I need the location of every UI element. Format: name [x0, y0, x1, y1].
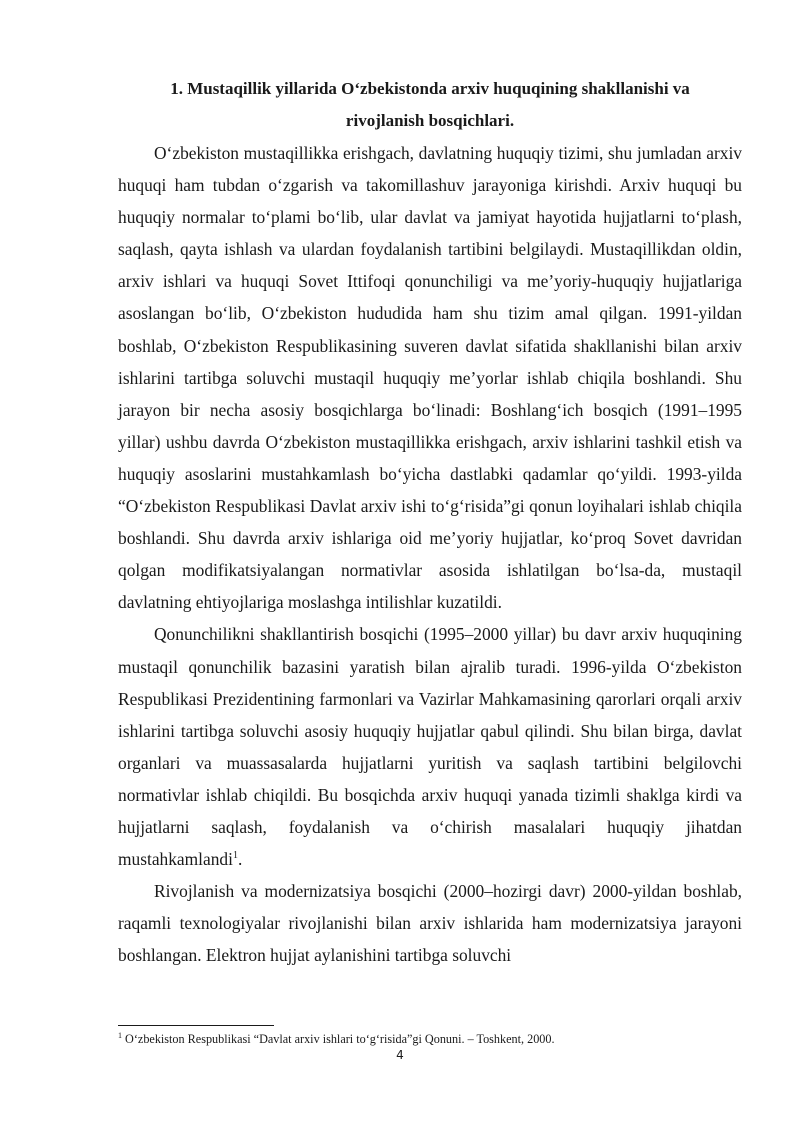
paragraph-1: O‘zbekiston mustaqillikka erishgach, davlatning huquqiy tizimi, shu jumladan arxiv huquqi ham tubdan o‘zgarish va takomillashuv jarayoniga kirishdi. Arxiv huquqi bu huquqiy normalar to‘plami bo‘lib, ular davlat va jamiyat hayotida hujjatlarni to‘plash, saqlash, qayta ishlash va ulardan foydalanish tartibini belgilaydi. Mustaqillikdan oldin, arxiv ishlari va huquqi Sovet Ittifoqi qonunchiligi va me’yoriy-huquqiy hujjatlariga asoslangan bo‘lib, O‘zbekiston hududida ham shu tizim amal qilgan. 1991-yildan boshlab, O‘zbekiston Respublikasining suveren davlat sifatida shakllanishi bilan arxiv ishlarini tartibga soluvchi mustaqil huquqiy me’yorlar ishlab chiqila boshlandi. Shu jarayon bir necha asosiy bosqichlarga bo‘linadi: Boshlang‘ich bosqich (1991–1995 yillar) ushbu davrda O‘zbekiston mustaqillikka erishgach, arxiv ishlarini tashkil etish va huquqiy asoslarini mustahkamlash bo‘yicha dastlabki qadamlar qo‘yildi. 1993-yilda “O‘zbekiston Respublikasi Davlat arxiv ishi to‘g‘risida”gi qonun loyihalari ishlab chiqila boshlandi. Shu davrda arxiv ishlariga oid me’yoriy hujjatlar, ko‘proq Sovet davridan qolgan modifikatsiyalangan normativlar asosida ishlatilgan bo‘lsa-da, mustaqil davlatning ehtiyojlariga moslashga intilishlar kuzatildi.	[118, 143, 742, 613]
page-number: 4	[396, 1048, 404, 1062]
paragraph-2-end: .	[237, 849, 243, 870]
footnote-divider	[118, 1025, 274, 1026]
section-heading	[118, 73, 742, 137]
footnote-text: O‘zbekiston Respublikasi “Davlat arxiv ishlari to‘g‘risida”gi Qonuni. – Toshkent, 2000.	[122, 1032, 555, 1046]
body-text	[118, 137, 742, 971]
footnote-reference[interactable]: 1	[232, 850, 238, 862]
heading-line-1: 1. Mustaqillik yillarida O‘zbekistonda arxiv huquqining shakllanishi va	[170, 79, 690, 98]
paragraph-2	[118, 618, 742, 875]
heading-line-2: rivojlanish bosqichlari.	[345, 111, 515, 130]
paragraph-3: Rivojlanish va modernizatsiya bosqichi (2000–hozirgi davr) 2000-yildan boshlab, raqamli texnologiyalar rivojlanishi bilan arxiv ishlarida ham modernizatsiya jarayoni boshlangan. Elektron hujjat aylanishini tartibga soluvchi	[118, 881, 742, 966]
footnote-marker: 1	[118, 1030, 122, 1040]
paragraph-2-text: Qonunchilikni shakllantirish bosqichi (1995–2000 yillar) bu davr arxiv huquqining mustaqil qonunchilik bazasini yaratish bilan ajralib turadi. 1996-yilda O‘zbekiston Respublikasi Prezidentining farmonlari va Vazirlar Mahkamasining qarorlari orqali arxiv ishlarini tartibga soluvchi asosiy huquqiy hujjatlar qabul qilindi. Shu bilan birga, davlat organlari va muassasalarda hujjatlarni yuritish va saqlash tartibini belgilovchi normativlar ishlab chiqildi. Bu bosqichda arxiv huquqi yanada tizimli shaklga kirdi va hujjatlarni saqlash, foydalanish va o‘chirish masalalari huquqiy jihatdan mustahkamlandi	[118, 624, 742, 870]
footnote	[118, 1031, 742, 1047]
